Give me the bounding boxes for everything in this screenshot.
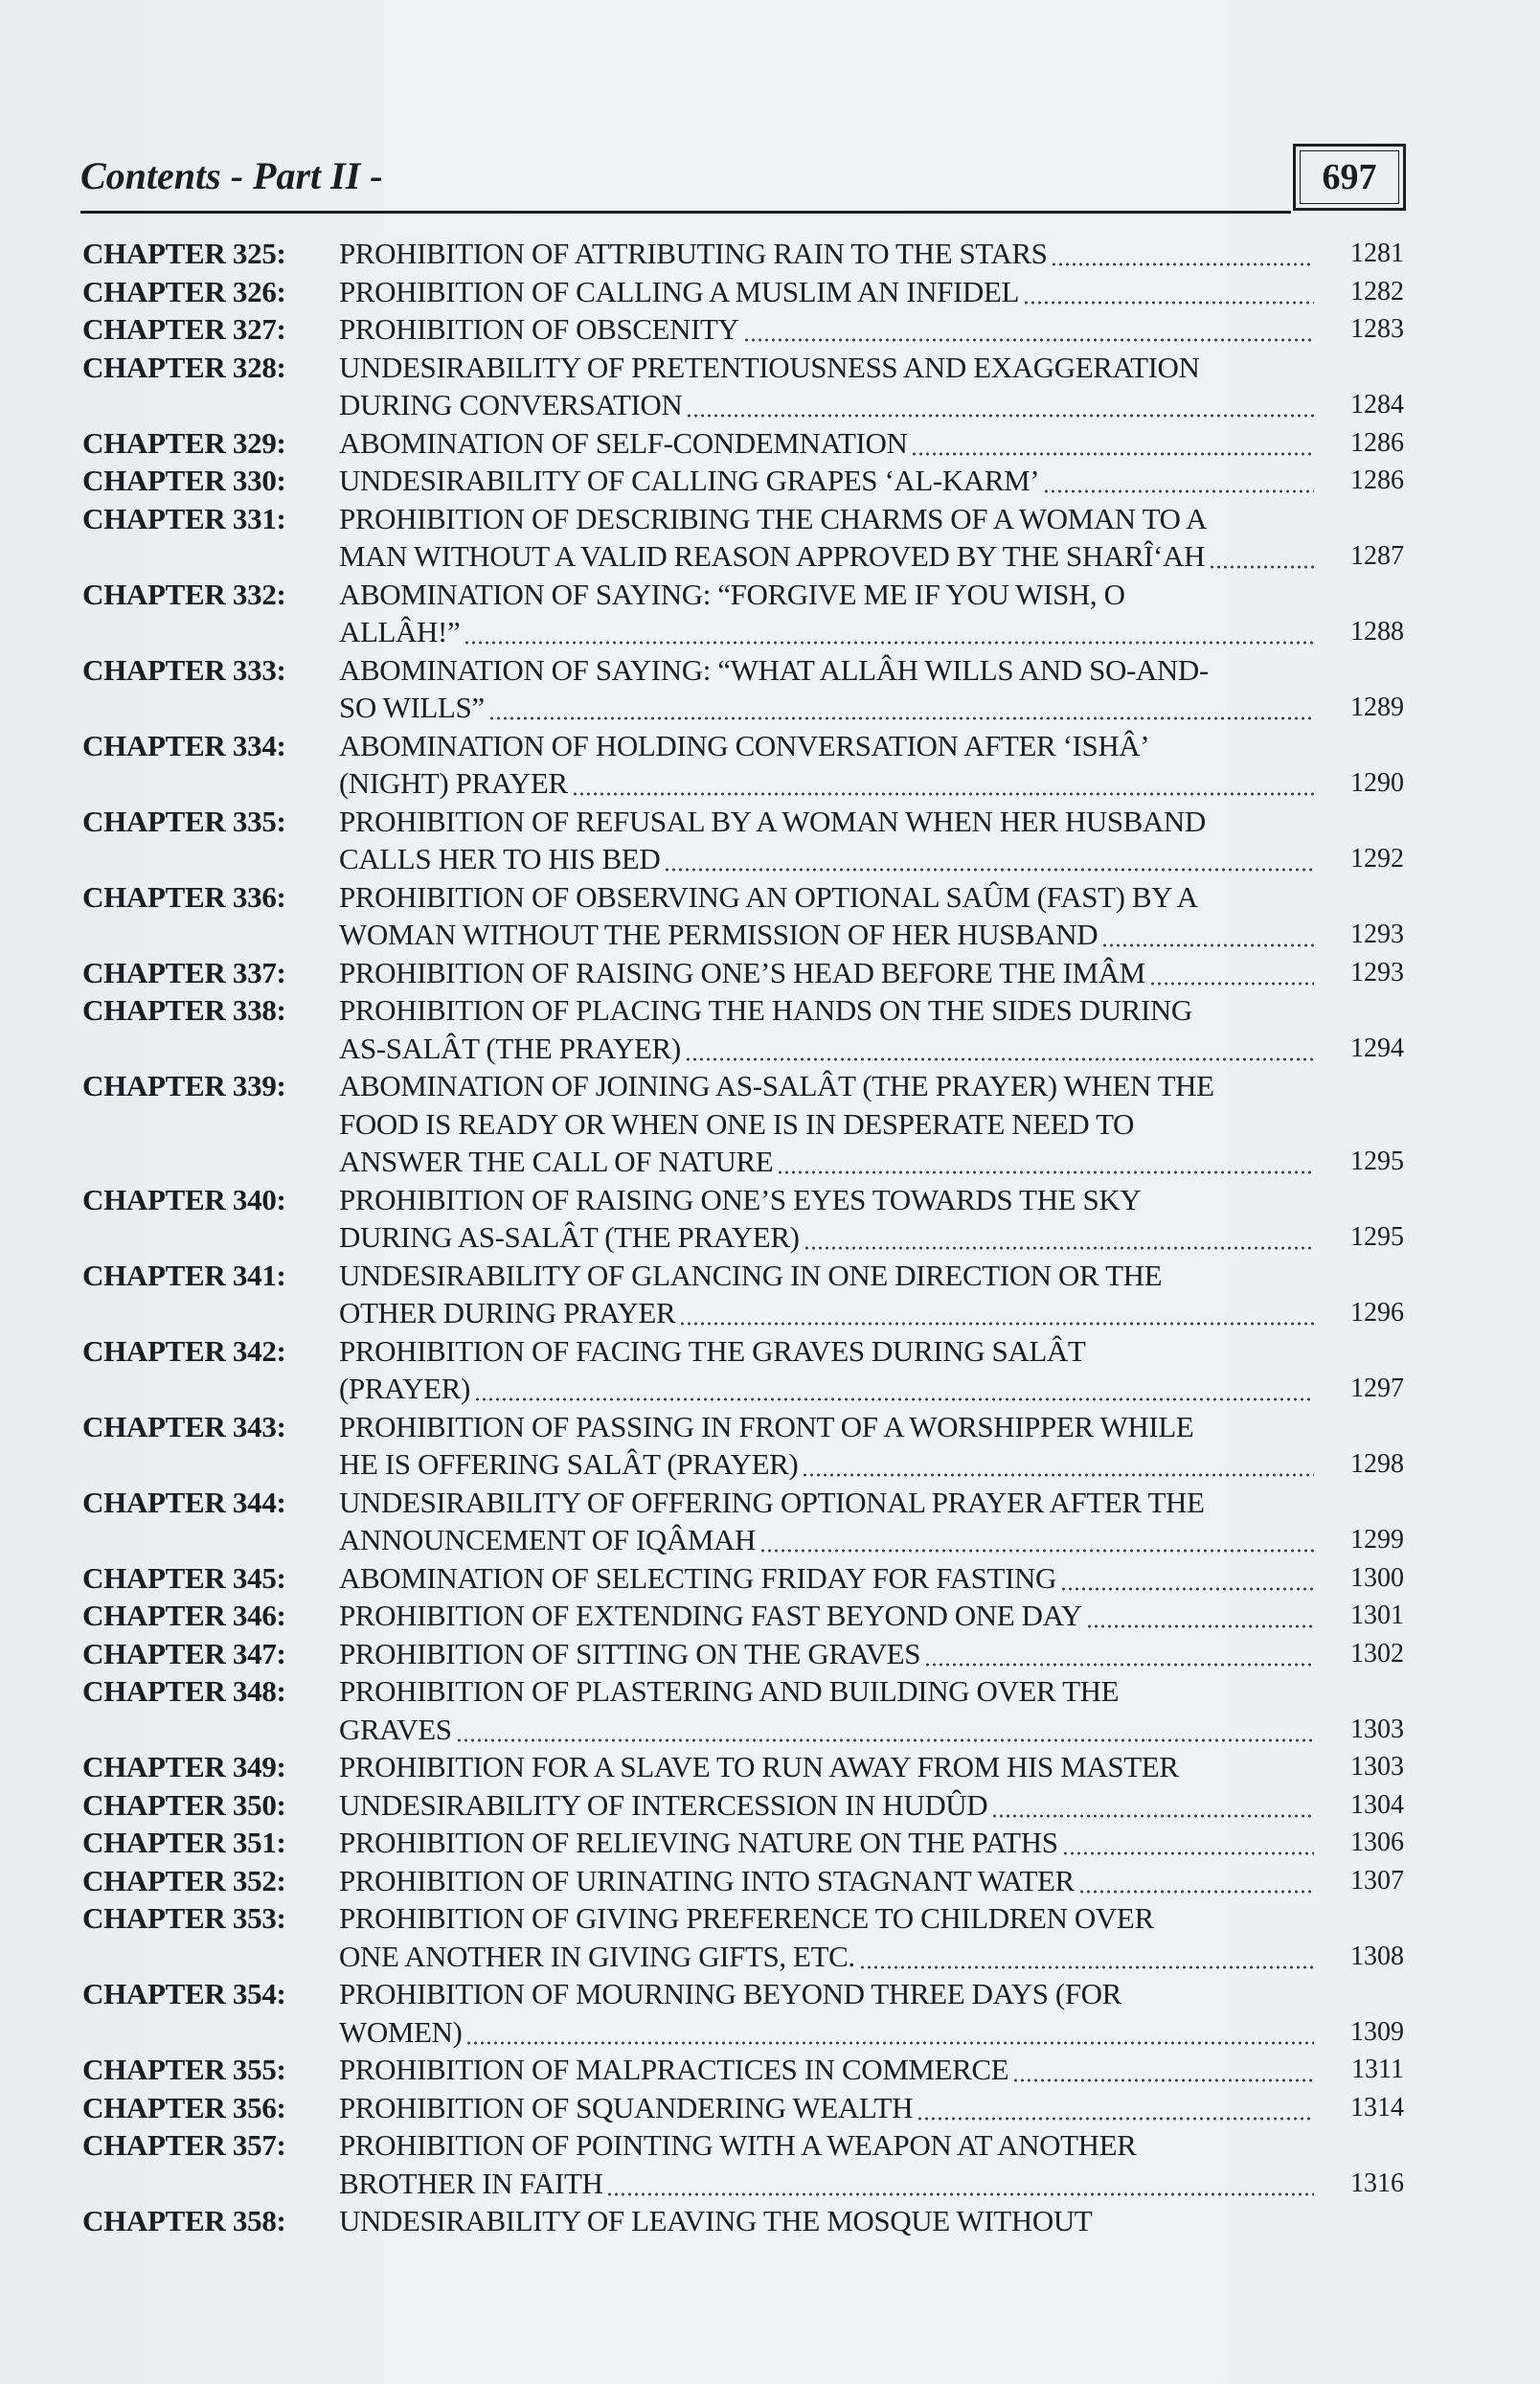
dot-leader: [1043, 462, 1314, 500]
toc-entry: [82, 1862, 1404, 1900]
dot-leader: [1060, 1559, 1314, 1598]
chapter-title: [339, 576, 1404, 651]
chapter-title-line: (PRAYER): [339, 1372, 470, 1405]
chapter-title-line: WOMEN): [339, 2014, 463, 2049]
chapter-title: [339, 727, 1404, 803]
chapter-title: [339, 878, 1404, 954]
page-reference: 1300: [1350, 1562, 1404, 1593]
dot-leader: [917, 2089, 1314, 2127]
chapter-title-line: UNDESIRABILITY OF CALLING GRAPES ‘AL-KARM’: [339, 464, 1040, 497]
toc-entry: [82, 1635, 1404, 1673]
toc-entry: [82, 235, 1404, 273]
chapter-label: CHAPTER 354:: [82, 1977, 286, 2010]
chapter-title-line: UNDESIRABILITY OF INTERCESSION IN HUDÛD: [339, 1787, 988, 1822]
chapter-title-line: FOOD IS READY OR WHEN ONE IS IN DESPERATE NEED TO: [339, 1106, 1135, 1141]
page-reference: 1299: [1350, 1525, 1404, 1555]
chapter-label: CHAPTER 353:: [82, 1901, 286, 1935]
page-reference: 1306: [1350, 1828, 1404, 1857]
dot-leader: [474, 1370, 1314, 1408]
page-reference: 1307: [1350, 1865, 1404, 1896]
dot-leader: [572, 764, 1314, 803]
chapter-label: CHAPTER 335:: [82, 804, 286, 838]
chapter-title-line: OTHER DURING PRAYER: [339, 1296, 676, 1329]
page-number: 697: [1322, 157, 1377, 197]
chapter-label: CHAPTER 345:: [82, 1560, 286, 1595]
page-reference: 1297: [1350, 1374, 1404, 1403]
chapter-title: [339, 1332, 1404, 1408]
page-reference: 1294: [1350, 1033, 1404, 1063]
chapter-title: [339, 954, 1404, 992]
chapter-title: [339, 1672, 1404, 1748]
toc-entry: [82, 954, 1404, 992]
chapter-title: [339, 273, 1404, 311]
page-reference: 1290: [1350, 768, 1404, 798]
dot-leader: [802, 1445, 1314, 1484]
chapter-title-line: SO WILLS”: [339, 691, 485, 724]
chapter-title-line: ABOMINATION OF SAYING: “FORGIVE ME IF YOU WISH, O: [339, 577, 1125, 611]
chapter-title: [339, 1635, 1404, 1673]
toc-entry: [82, 2202, 1404, 2240]
page-reference: 1292: [1350, 844, 1404, 874]
dot-leader: [759, 1521, 1314, 1559]
page-reference: 1301: [1350, 1601, 1404, 1630]
toc-entry: [82, 1257, 1404, 1332]
dot-leader: [465, 2013, 1314, 2052]
toc-entry: [82, 727, 1404, 803]
chapter-label: CHAPTER 349:: [82, 1750, 286, 1783]
chapter-title-line: PROHIBITION OF SQUANDERING WEALTH: [339, 2090, 914, 2124]
chapter-title: [339, 1862, 1404, 1900]
dot-leader: [1023, 273, 1314, 311]
toc-entry: [82, 1408, 1404, 1484]
chapter-title-line: PROHIBITION OF DESCRIBING THE CHARMS OF A WOMAN TO A: [339, 501, 1208, 535]
toc-entry: [82, 1597, 1404, 1635]
chapter-label: CHAPTER 342:: [82, 1333, 286, 1368]
chapter-label: CHAPTER 329:: [82, 425, 286, 460]
chapter-title-line: PROHIBITION OF POINTING WITH A WEAPON AT ANOTHER: [339, 2128, 1137, 2162]
chapter-title-line: PROHIBITION OF URINATING INTO STAGNANT WATER: [339, 1863, 1075, 1897]
page-reference: 1308: [1350, 1941, 1404, 1971]
chapter-label: CHAPTER 328:: [82, 350, 286, 384]
chapter-title-line: PROHIBITION OF ATTRIBUTING RAIN TO THE STARS: [339, 237, 1048, 270]
chapter-label: CHAPTER 330:: [82, 464, 286, 497]
page-reference: 1311: [1351, 2055, 1404, 2084]
chapter-title-line: ABOMINATION OF SELF-CONDEMNATION: [339, 425, 908, 460]
chapter-title: [339, 1559, 1404, 1598]
page-reference: 1283: [1350, 314, 1404, 344]
chapter-label: CHAPTER 337:: [82, 955, 286, 989]
dot-leader: [488, 689, 1314, 727]
chapter-title-line: PROHIBITION OF REFUSAL BY A WOMAN WHEN HER HUSBAND: [339, 804, 1206, 838]
chapter-title-line: PROHIBITION OF PLASTERING AND BUILDING OVER THE: [339, 1674, 1120, 1708]
toc-entry: [82, 1672, 1404, 1748]
toc-entry: [82, 1899, 1404, 1975]
toc-entry: [82, 424, 1404, 463]
dot-leader: [1101, 916, 1314, 954]
chapter-label: CHAPTER 352:: [82, 1863, 286, 1897]
chapter-label: CHAPTER 339:: [82, 1069, 286, 1102]
chapter-title-line: ABOMINATION OF SELECTING FRIDAY FOR FASTING: [339, 1560, 1056, 1595]
dot-leader: [664, 840, 1314, 878]
chapter-title: [339, 1408, 1404, 1484]
chapter-title: [339, 462, 1404, 500]
chapter-title: [339, 651, 1404, 727]
chapter-label: CHAPTER 346:: [82, 1599, 286, 1632]
chapter-label: CHAPTER 336:: [82, 879, 286, 914]
chapter-title: [339, 803, 1404, 878]
toc-entry: [82, 310, 1404, 349]
chapter-label: CHAPTER 326:: [82, 274, 286, 308]
chapter-title: [339, 1899, 1404, 1975]
chapter-title-line: PROHIBITION OF RAISING ONE’S HEAD BEFORE THE IMÂM: [339, 955, 1145, 989]
chapter-title-line: BROTHER IN FAITH: [339, 2166, 603, 2200]
dot-leader: [686, 386, 1314, 424]
page-reference: 1296: [1350, 1298, 1404, 1328]
chapter-title: [339, 1067, 1404, 1181]
running-header-title: Contents - Part II -: [80, 154, 383, 197]
chapter-title-line: MAN WITHOUT A VALID REASON APPROVED BY THE SHARÎ‘AH: [339, 539, 1205, 573]
chapter-title: [339, 1748, 1404, 1786]
page-reference: 1304: [1350, 1789, 1404, 1820]
toc-entry: [82, 1332, 1404, 1408]
chapter-title-line: ABOMINATION OF HOLDING CONVERSATION AFTER ‘ISHÂ’: [339, 728, 1150, 762]
dot-leader: [1012, 2051, 1314, 2089]
chapter-title-line: (NIGHT) PRAYER: [339, 766, 568, 800]
chapter-title-line: PROHIBITION OF FACING THE GRAVES DURING SALÂT: [339, 1333, 1086, 1368]
dot-leader: [991, 1786, 1314, 1825]
dot-leader: [804, 1218, 1314, 1257]
chapter-title: [339, 310, 1404, 349]
chapter-title-line: PROHIBITION OF SITTING ON THE GRAVES: [339, 1636, 921, 1670]
dot-leader: [777, 1143, 1314, 1181]
table-of-contents: [82, 235, 1404, 2240]
chapter-title: [339, 1181, 1404, 1257]
chapter-label: CHAPTER 334:: [82, 728, 286, 762]
page-reference: 1293: [1350, 920, 1404, 949]
chapter-title-line: PROHIBITION OF PLACING THE HANDS ON THE SIDES DURING: [339, 993, 1192, 1027]
chapter-title: [339, 1257, 1404, 1332]
dot-leader: [1086, 1597, 1314, 1635]
chapter-title: [339, 1975, 1404, 2051]
chapter-label: CHAPTER 333:: [82, 652, 286, 687]
toc-entry: [82, 349, 1404, 424]
chapter-label: CHAPTER 340:: [82, 1182, 286, 1216]
toc-entry: [82, 576, 1404, 651]
page-reference: 1287: [1350, 541, 1404, 571]
chapter-label: CHAPTER 341:: [82, 1258, 286, 1292]
page-reference: 1303: [1350, 1714, 1404, 1744]
chapter-title-line: DURING AS-SALÂT (THE PRAYER): [339, 1220, 800, 1254]
chapter-title-line: UNDESIRABILITY OF LEAVING THE MOSQUE WITHOUT: [339, 2204, 1093, 2237]
chapter-title: [339, 1597, 1404, 1635]
chapter-title-line: ABOMINATION OF SAYING: “WHAT ALLÂH WILLS AND SO-AND-: [339, 652, 1209, 687]
toc-entry: [82, 2051, 1404, 2089]
chapter-title: [339, 2089, 1404, 2127]
toc-entry: [82, 462, 1404, 500]
page-reference: 1286: [1350, 427, 1404, 458]
chapter-title-line: AS-SALÂT (THE PRAYER): [339, 1031, 681, 1065]
chapter-title-line: PROHIBITION OF OBSERVING AN OPTIONAL SAÛM (FAST) BY A: [339, 879, 1198, 914]
chapter-title-line: PROHIBITION OF EXTENDING FAST BEYOND ONE DAY: [339, 1599, 1082, 1632]
dot-leader: [679, 1294, 1314, 1332]
dot-leader: [1149, 954, 1314, 992]
chapter-label: CHAPTER 343:: [82, 1409, 286, 1443]
dot-leader: [464, 613, 1314, 651]
chapter-title: [339, 424, 1404, 463]
dot-leader: [924, 1635, 1314, 1673]
page-reference: 1284: [1350, 390, 1404, 420]
chapter-title-line: ALLÂH!”: [339, 615, 461, 648]
chapter-title: [339, 2051, 1404, 2089]
chapter-label: CHAPTER 344:: [82, 1485, 286, 1519]
page-reference: 1298: [1350, 1449, 1404, 1479]
dot-leader: [1062, 1824, 1314, 1862]
page-reference: 1309: [1350, 2016, 1404, 2047]
chapter-label: CHAPTER 356:: [82, 2090, 286, 2124]
dot-leader: [911, 424, 1314, 463]
chapter-title-line: WOMAN WITHOUT THE PERMISSION OF HER HUSBAND: [339, 918, 1098, 951]
page-reference: 1289: [1350, 692, 1404, 722]
toc-entry: [82, 1786, 1404, 1825]
chapter-label: CHAPTER 325:: [82, 237, 286, 270]
page-reference: 1293: [1350, 957, 1404, 988]
page-reference: 1295: [1350, 1222, 1404, 1252]
toc-entry: [82, 651, 1404, 727]
toc-entry: [82, 1975, 1404, 2051]
toc-entry: [82, 2126, 1404, 2202]
chapter-title-line: ANSWER THE CALL OF NATURE: [339, 1145, 774, 1178]
chapter-label: CHAPTER 327:: [82, 312, 286, 346]
chapter-label: CHAPTER 347:: [82, 1636, 286, 1670]
dot-leader: [1209, 537, 1314, 576]
chapter-title-line: HE IS OFFERING SALÂT (PRAYER): [339, 1447, 799, 1481]
chapter-title-line: PROHIBITION OF MOURNING BEYOND THREE DAYS (FOR: [339, 1977, 1121, 2010]
chapter-title-line: UNDESIRABILITY OF OFFERING OPTIONAL PRAYER AFTER THE: [339, 1485, 1205, 1519]
chapter-label: CHAPTER 331:: [82, 501, 286, 535]
toc-entry: [82, 1067, 1404, 1181]
page-reference: 1286: [1350, 465, 1404, 495]
toc-entry: [82, 803, 1404, 878]
page-reference: 1314: [1350, 2092, 1404, 2123]
chapter-title-line: CALLS HER TO HIS BED: [339, 842, 661, 875]
chapter-title-line: ONE ANOTHER IN GIVING GIFTS, ETC.: [339, 1939, 855, 1973]
page-reference: 1302: [1350, 1638, 1404, 1669]
toc-entry: [82, 500, 1404, 576]
chapter-label: CHAPTER 355:: [82, 2053, 286, 2086]
toc-entry: [82, 1559, 1404, 1598]
chapter-title: [339, 1786, 1404, 1825]
chapter-title-line: ABOMINATION OF JOINING AS-SALÂT (THE PRAYER) WHEN THE: [339, 1069, 1214, 1102]
dot-leader: [743, 310, 1314, 349]
chapter-title-line: ANNOUNCEMENT OF IQÂMAH: [339, 1523, 756, 1556]
toc-entry: [82, 1181, 1404, 1257]
chapter-title-line: PROHIBITION FOR A SLAVE TO RUN AWAY FROM HIS MASTER: [339, 1750, 1179, 1783]
chapter-title: [339, 1824, 1404, 1862]
dot-leader: [685, 1030, 1314, 1068]
chapter-title: [339, 1484, 1404, 1559]
toc-entry: [82, 1824, 1404, 1862]
chapter-title: [339, 235, 1404, 273]
chapter-title-line: UNDESIRABILITY OF GLANCING IN ONE DIRECTION OR THE: [339, 1258, 1163, 1292]
header-rule: [80, 211, 1291, 214]
chapter-label: CHAPTER 348:: [82, 1674, 286, 1708]
chapter-title-line: PROHIBITION OF RAISING ONE’S EYES TOWARDS THE SKY: [339, 1182, 1142, 1216]
dot-leader: [606, 2165, 1314, 2203]
dot-leader: [456, 1711, 1314, 1749]
chapter-title: [339, 2126, 1404, 2202]
page-number-box: [1293, 144, 1406, 211]
dot-leader: [1051, 235, 1314, 273]
toc-entry: [82, 2089, 1404, 2127]
toc-entry: [82, 878, 1404, 954]
chapter-title: [339, 349, 1404, 424]
chapter-title: [339, 991, 1404, 1067]
page-reference: 1316: [1350, 2168, 1404, 2198]
page-reference: 1282: [1350, 276, 1404, 307]
dot-leader: [1078, 1862, 1314, 1900]
toc-entry: [82, 1748, 1404, 1786]
page-reference: 1295: [1350, 1147, 1404, 1176]
chapter-label: CHAPTER 338:: [82, 993, 286, 1027]
chapter-title-line: PROHIBITION OF RELIEVING NATURE ON THE PATHS: [339, 1826, 1058, 1859]
chapter-label: CHAPTER 357:: [82, 2128, 286, 2162]
toc-entry: [82, 991, 1404, 1067]
chapter-label: CHAPTER 351:: [82, 1826, 286, 1859]
chapter-title: [339, 500, 1404, 576]
page-reference: 1288: [1350, 617, 1404, 647]
page-header: [80, 144, 1406, 220]
chapter-title-line: PROHIBITION OF PASSING IN FRONT OF A WORSHIPPER WHILE: [339, 1409, 1194, 1443]
chapter-label: CHAPTER 358:: [82, 2204, 286, 2237]
toc-entry: [82, 1484, 1404, 1559]
chapter-title-line: GRAVES: [339, 1712, 452, 1746]
chapter-title-line: DURING CONVERSATION: [339, 388, 683, 421]
chapter-title-line: PROHIBITION OF GIVING PREFERENCE TO CHILDREN OVER: [339, 1901, 1154, 1935]
chapter-title: [339, 2202, 1404, 2240]
chapter-title-line: PROHIBITION OF OBSCENITY: [339, 312, 739, 346]
page-reference: 1303: [1350, 1752, 1404, 1782]
dot-leader: [859, 1938, 1314, 1976]
chapter-label: CHAPTER 332:: [82, 577, 286, 611]
chapter-title-line: UNDESIRABILITY OF PRETENTIOUSNESS AND EXAGGERATION: [339, 350, 1200, 384]
toc-entry: [82, 273, 1404, 311]
chapter-title-line: PROHIBITION OF MALPRACTICES IN COMMERCE: [339, 2053, 1009, 2086]
chapter-title-line: PROHIBITION OF CALLING A MUSLIM AN INFIDEL: [339, 274, 1019, 308]
chapter-label: CHAPTER 350:: [82, 1787, 286, 1822]
page-reference: 1281: [1350, 238, 1404, 268]
